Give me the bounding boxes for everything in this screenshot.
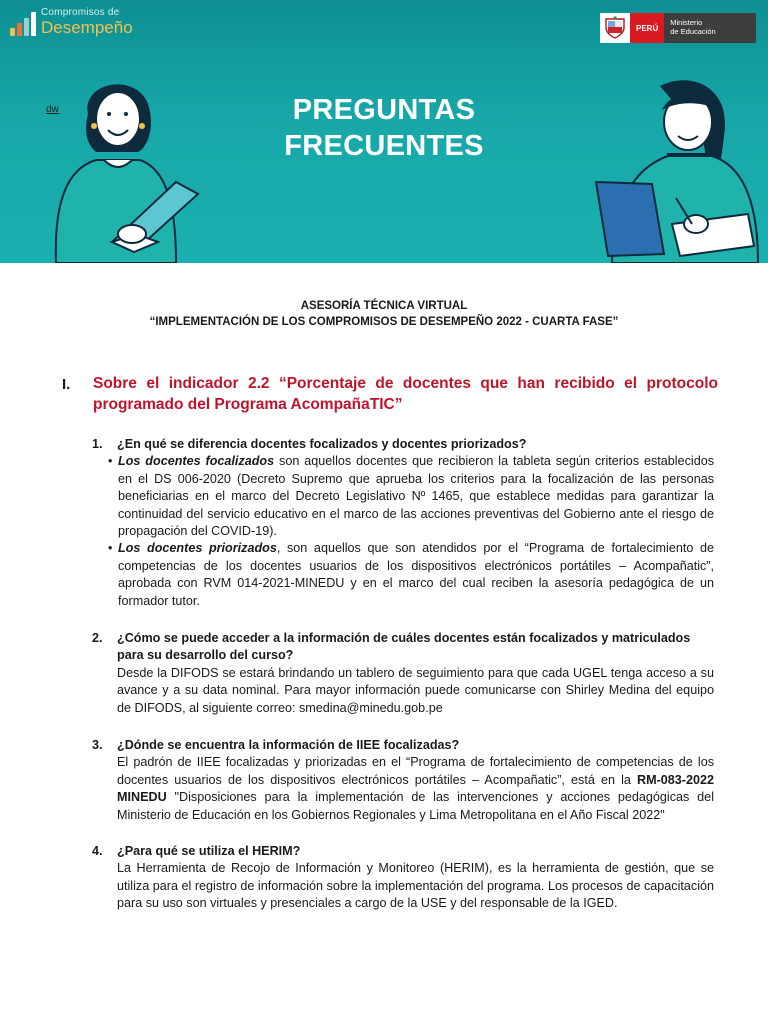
bar-chart-logo-icon [10, 10, 36, 36]
answer-text: El padrón de IIEE focalizadas y priorizadas en el “Programa de fortalecimiento de competencias de los docentes usuarios de los dispositivos electrónicos portátiles – Acompañatic”, está en la RM-083-2022 MINEDU "Disposiciones para la implementación de las intervenciones y acciones pedagógicas del Ministerio de Educación en los Gobiernos Regionales y Lima Metropolitana en el Año Fiscal 2022" [117, 755, 714, 822]
regulation-reference: RM-083-2022 MINEDU [117, 772, 714, 805]
section-title: Sobre el indicador 2.2 “Porcentaje de docentes que han recibido el protocolo programado del Programa AcompañaTIC” [93, 375, 718, 413]
question-number: 4. [92, 844, 103, 858]
question-1 [92, 436, 714, 610]
question-number: 1. [92, 437, 103, 451]
document-subtitle [0, 298, 768, 330]
bullet-text: son aquellos docentes que recibieron la tableta según criterios establecidos en el DS 006-2020 (Decreto Supremo que aprueba los criterios para la focalización de las personas beneficiarias en el marco del Decreto Legislativo Nº 1465, que establece medidas para garantizar la continuidad del servicio educativo en el marco de las acciones preventivas del Gobierno ante el riesgo de propagación del COVID-19). [118, 454, 714, 539]
section-number: I. [62, 376, 71, 393]
question-4 [92, 843, 714, 913]
question-3 [92, 737, 714, 824]
answer-text: La Herramienta de Recojo de Información y Monitoreo (HERIM), es la herramienta de gestión, que se utiliza para el registro de información sobre la implementación del programa. Los procesos de capacitación para su uso son virtuales y presenciales a cargo de la USE y del responsable de la IGED. [117, 861, 714, 911]
ministerio-label: Ministerio de Educación [664, 13, 756, 43]
peru-label: PERÚ [630, 13, 664, 43]
logo-big-text: Desempeño [41, 18, 133, 37]
stray-text: dw [46, 104, 59, 115]
bullet-term: Los docentes focalizados [118, 454, 275, 469]
woman-with-laptop-illustration [26, 74, 206, 263]
woman-writing-illustration [572, 74, 768, 263]
header-banner [0, 0, 768, 263]
ministerio-logo [600, 13, 756, 43]
title-line-2: FRECUENTES [284, 130, 484, 162]
subtitle-line-2: “IMPLEMENTACIÓN DE LOS COMPROMISOS DE DESEMPEÑO 2022 - CUARTA FASE” [149, 316, 619, 328]
compromisos-logo [10, 8, 133, 36]
question-number: 3. [92, 738, 103, 752]
section-heading [62, 373, 718, 415]
question-number: 2. [92, 631, 103, 645]
bullet-term: Los docentes priorizados [118, 541, 277, 556]
answer-bullets [106, 453, 714, 610]
bullet-item [106, 540, 714, 610]
question-text: ¿En qué se diferencia docentes focalizados y docentes priorizados? [117, 437, 527, 451]
peru-shield-icon [600, 13, 630, 43]
question-text: ¿Cómo se puede acceder a la información de cuáles docentes están focalizados y matriculados para su desarrollo del curso? [117, 631, 691, 663]
question-text: ¿Dónde se encuentra la información de IIEE focalizadas? [117, 738, 460, 752]
logo-small-text: Compromisos de [41, 7, 120, 18]
question-text: ¿Para qué se utiliza el HERIM? [117, 844, 301, 858]
question-2 [92, 630, 714, 717]
bullet-text: , son aquellos que son atendidos por el “Programa de fortalecimiento de competencias de los docentes usuarios de los dispositivos electrónicos portátiles – Acompañatic”, aprobada con RVM 014-2021-MINEDU y en el marco del cual reciben la asesoría pedagógica de un formador tutor. [118, 541, 714, 608]
subtitle-line-1: ASESORÍA TÉCNICA VIRTUAL [300, 300, 468, 312]
bullet-item [106, 453, 714, 540]
answer-text: Desde la DIFODS se estará brindando un tablero de seguimiento para que cada UGEL tenga acceso a su avance y a su data nominal. Para mayor información puede comunicarse con Shirley Medina del equipo de DIFODS, al siguiente correo: smedina@minedu.gob.pe [117, 665, 714, 715]
title-line-1: PREGUNTAS [292, 94, 476, 126]
